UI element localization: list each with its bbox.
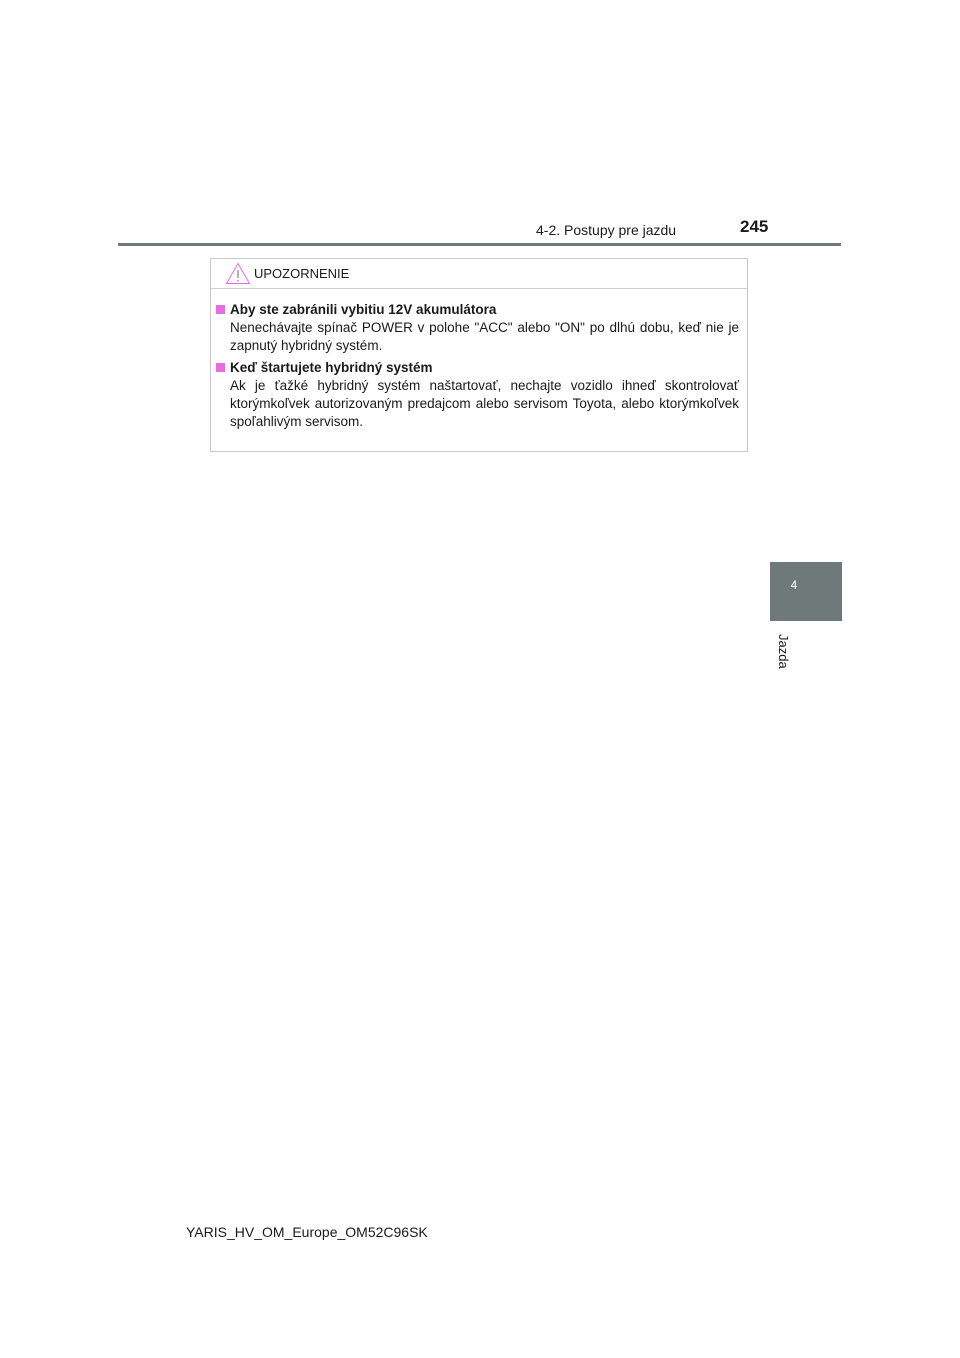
- footer-document-code: YARIS_HV_OM_Europe_OM52C96SK: [186, 1224, 428, 1240]
- warning-item-heading-text: Aby ste zabránili vybitiu 12V akumulátora: [230, 302, 497, 317]
- header-section-title: 4-2. Postupy pre jazdu: [536, 222, 677, 238]
- square-bullet-icon: [216, 363, 225, 372]
- warning-box: [210, 258, 748, 452]
- square-bullet-icon: [216, 305, 225, 314]
- warning-body: [211, 289, 747, 431]
- warning-item-heading-text: Keď štartujete hybridný systém: [230, 360, 433, 375]
- warning-item-text: Ak je ťažké hybridný systém naštartovať, nechajte vozidlo ihneď skontrolovať ktorýmkoľvek autorizovaným predajcom alebo servisom Toyota, alebo ktorýmkoľvek spoľahlivým servisom.: [230, 378, 739, 429]
- page-number: 245: [740, 217, 769, 236]
- warning-item: [216, 359, 739, 431]
- chapter-label: Jazda: [776, 634, 791, 669]
- warning-triangle-icon: [225, 262, 251, 285]
- warning-title: UPOZORNENIE: [254, 266, 350, 281]
- warning-item-heading: [216, 301, 739, 318]
- warning-item: [216, 301, 739, 355]
- warning-item-text: Nenechávajte spínač POWER v polohe "ACC" alebo "ON" po dlhú dobu, keď nie je zapnutý hybridný systém.: [230, 320, 739, 353]
- header-divider: [118, 243, 841, 246]
- warning-header: [211, 259, 747, 289]
- chapter-tab[interactable]: [770, 562, 842, 621]
- warning-item-heading: [216, 359, 739, 376]
- chapter-number: 4: [790, 578, 798, 592]
